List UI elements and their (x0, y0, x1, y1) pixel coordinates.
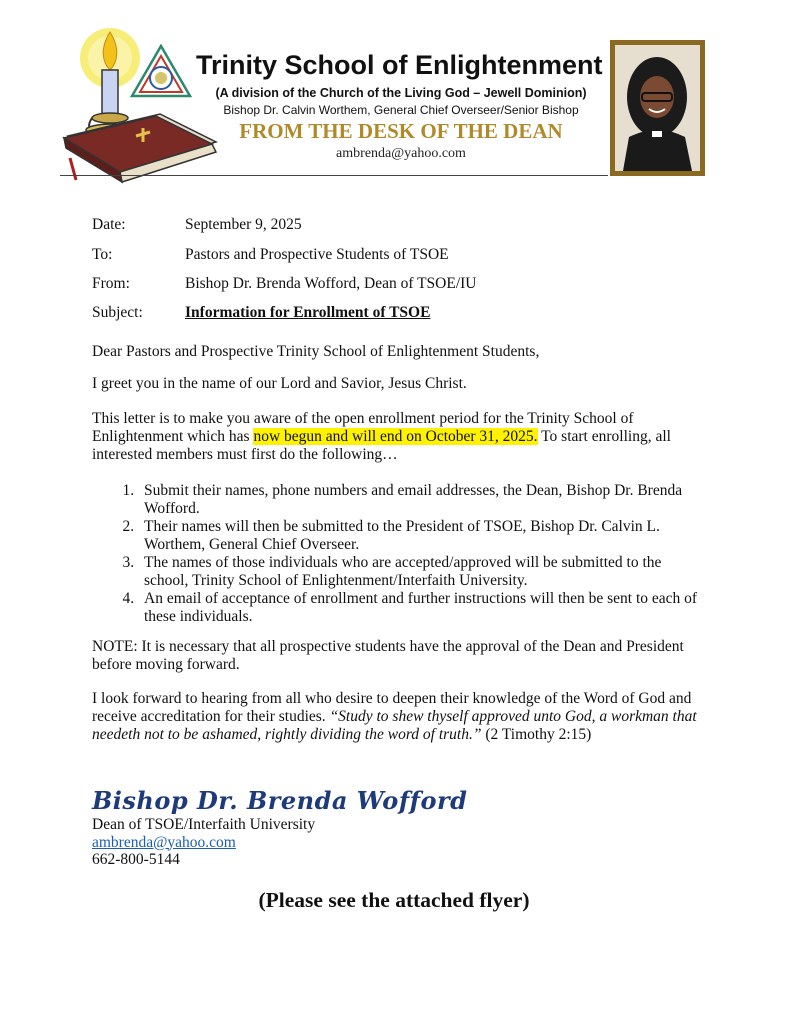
from-label: From: (92, 275, 130, 292)
division-subtitle: (A division of the Church of the Living God – Jewell Dominion) (215, 86, 587, 100)
enrollment-steps (92, 482, 698, 626)
memo-subject-row (92, 304, 430, 322)
greeting: I greet you in the name of our Lord and Savior, Jesus Christ. (92, 375, 467, 392)
list-item: 3. The names of those individuals who are accepted/approved will be submitted to the school, Trinity School of Enlightenment/Interfaith University. (138, 554, 698, 590)
list-item: 2. Their names will then be submitted to the President of TSOE, Bishop Dr. Calvin L. Worthem, General Chief Overseer. (138, 518, 698, 554)
flyer-note: (Please see the attached flyer) (258, 888, 530, 912)
scripture-quote: “Study to shew thyself approved unto God, a workman that needeth not to be ashamed, rightly dividing the word of truth.” (92, 708, 697, 743)
dean-portrait-icon (615, 45, 700, 171)
signature-block (92, 816, 315, 869)
signature-email-link[interactable]: ambrenda@yahoo.com (92, 833, 236, 851)
closing-paragraph (92, 690, 698, 744)
note-paragraph: NOTE: It is necessary that all prospective students have the approval of the Dean and President before moving forward. (92, 638, 684, 673)
from-value: Bishop Dr. Brenda Wofford, Dean of TSOE/IU (185, 275, 477, 292)
memo-from-row (92, 275, 477, 293)
bishop-line: Bishop Dr. Calvin Worthem, General Chief Overseer/Senior Bishop (223, 103, 579, 117)
school-title: Trinity School of Enlightenment (196, 50, 603, 80)
desk-title: FROM THE DESK OF THE DEAN (239, 119, 563, 143)
list-item: 1. Submit their names, phone numbers and email addresses, the Dean, Bishop Dr. Brenda Wofford. (138, 482, 698, 518)
scripture-reference: (2 Timothy 2:15) (481, 726, 592, 743)
closing-text: I look forward to hearing from all who desire to deepen their knowledge of the Word of God and receive accreditation for their studies. (92, 690, 692, 725)
header-divider (60, 175, 608, 176)
memo-to-row (92, 246, 449, 264)
signature: Bishop Dr. Brenda Wofford (92, 786, 468, 815)
to-value: Pastors and Prospective Students of TSOE (185, 246, 449, 263)
paragraph-text-end: To start enrolling, all interested members must first do the following… (92, 428, 671, 463)
subject-value: Information for Enrollment of TSOE (185, 304, 431, 321)
salutation: Dear Pastors and Prospective Trinity School of Enlightenment Students, (92, 343, 540, 360)
dean-photo (610, 40, 705, 176)
date-value: September 9, 2025 (185, 216, 302, 233)
enrollment-paragraph (92, 410, 698, 464)
school-logo-icon (130, 44, 192, 98)
subject-label: Subject: (92, 304, 143, 321)
signature-title: Dean of TSOE/Interfaith University (92, 816, 316, 833)
signature-phone: 662-800-5144 (92, 851, 180, 868)
header-email: ambrenda@yahoo.com (336, 146, 466, 161)
memo-date-row (92, 216, 302, 234)
list-item: 4. An email of acceptance of enrollment and further instructions will then be sent to each of these individuals. (138, 590, 698, 626)
to-label: To: (92, 246, 113, 263)
paragraph-text-start: This letter is to make you aware of the open enrollment period for the Trinity School of Enlightenment which has (92, 410, 634, 445)
highlighted-deadline: now begun and will end on October 31, 2025. (253, 428, 538, 445)
date-label: Date: (92, 216, 126, 233)
